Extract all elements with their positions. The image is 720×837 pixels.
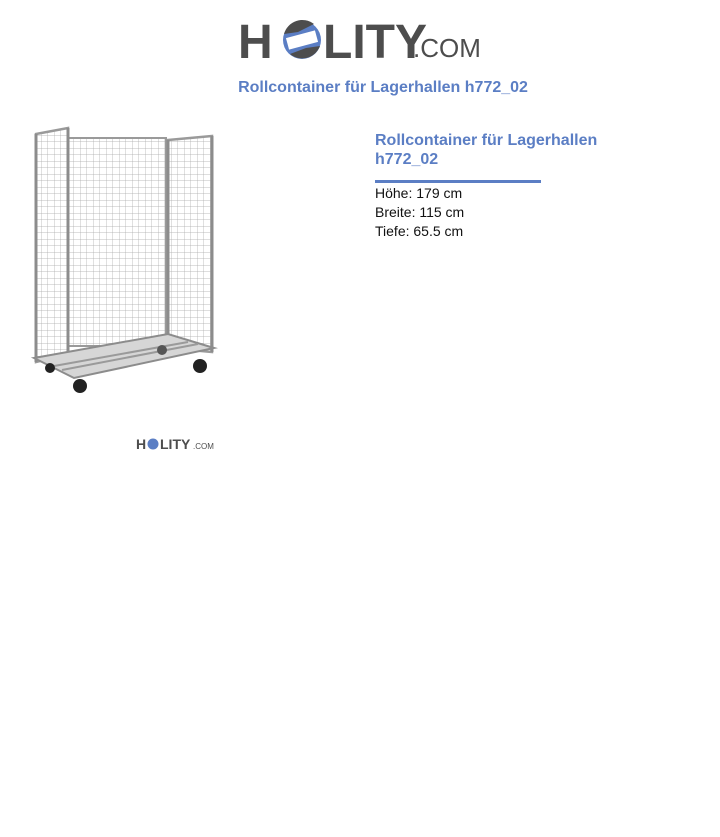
spec-height: Höhe: 179 cm (375, 185, 463, 201)
small-logo-left: H (136, 436, 147, 452)
holity-logo-small (136, 434, 216, 454)
product-title: Rollcontainer für Lagerhallen h772_02 (375, 132, 598, 168)
title-divider (375, 180, 541, 183)
logo-text-left: H (238, 16, 273, 68)
page-title: Rollcontainer für Lagerhallen h772_02 (238, 79, 528, 96)
small-logo-suffix: .COM (193, 442, 214, 451)
wire-mesh-roll-container-image (28, 122, 224, 400)
spec-width: Breite: 115 cm (375, 204, 465, 220)
logo-text-suffix: .COM (413, 33, 481, 63)
logo-text-right: LITY (323, 16, 427, 68)
small-logo-right: LITY (160, 436, 191, 452)
holity-logo[interactable] (238, 10, 483, 68)
small-logo-o-mark (148, 439, 159, 450)
spec-depth: Tiefe: 65.5 cm (375, 223, 464, 239)
logo-o-mark (283, 20, 321, 59)
product-details (375, 131, 625, 241)
